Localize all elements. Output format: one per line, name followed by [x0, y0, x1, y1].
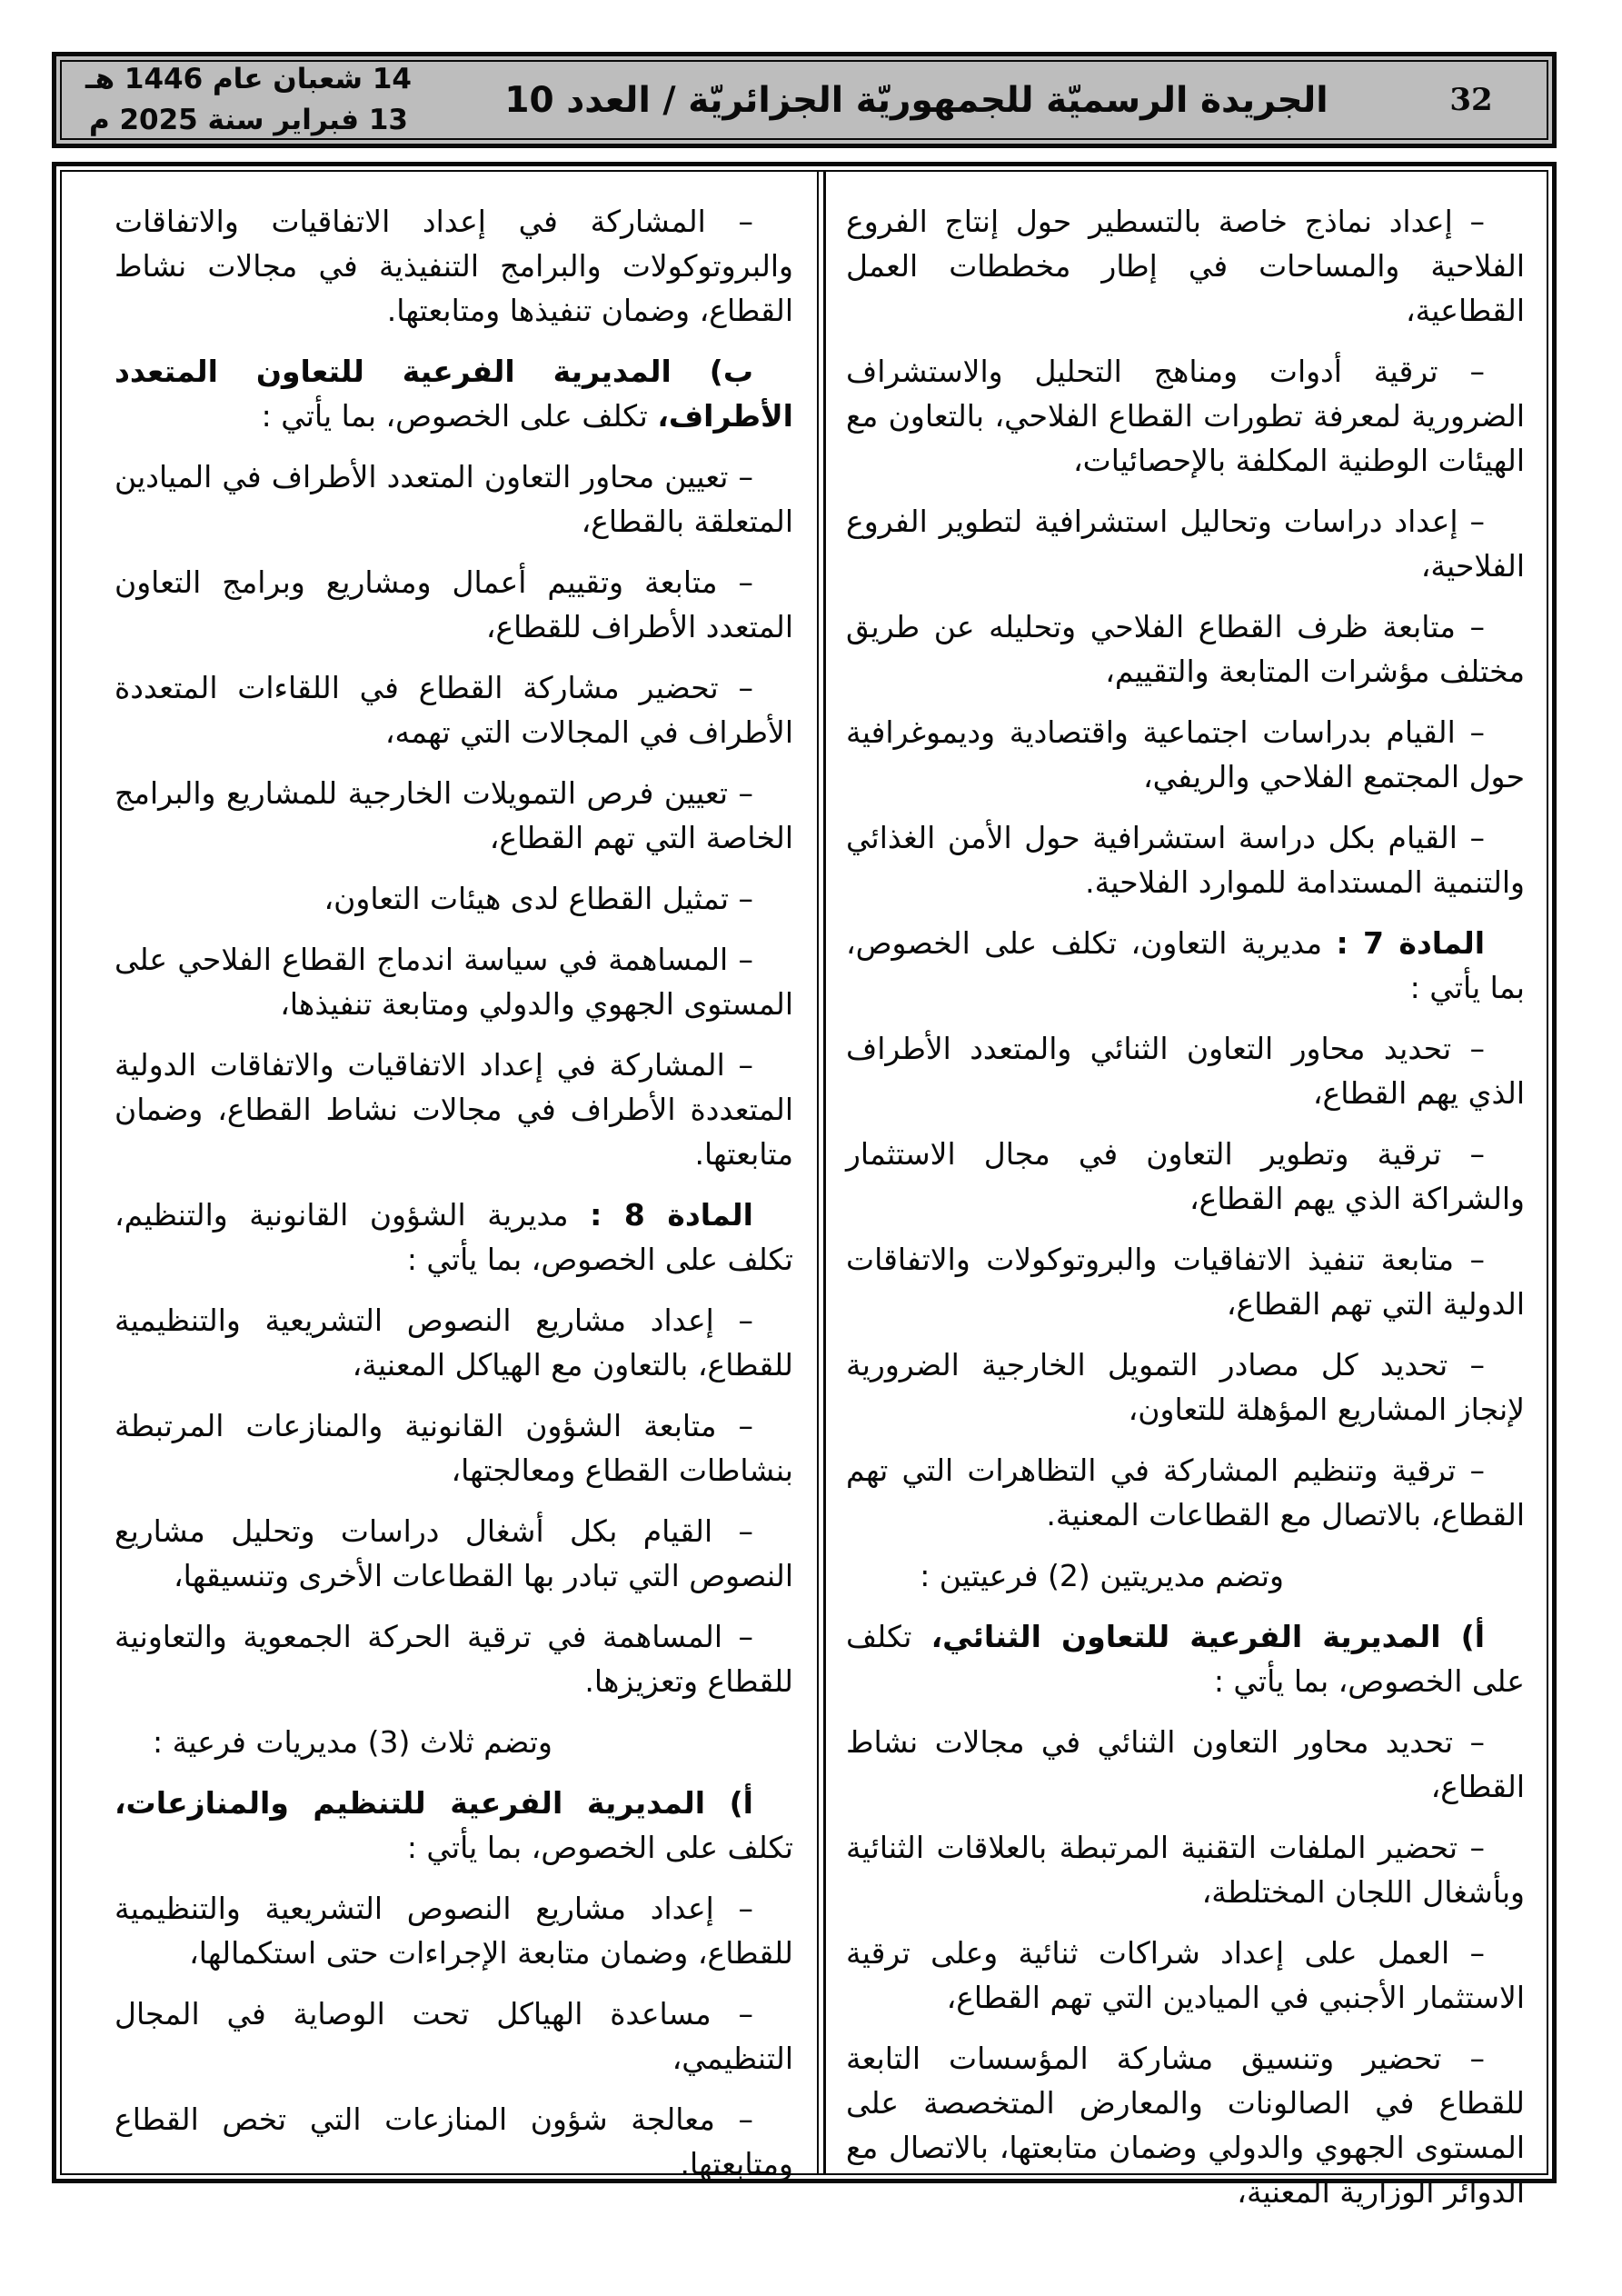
note-paragraph: وتضم ثلاث (3) مديريات فرعية : [153, 1724, 552, 1760]
bullet-paragraph: – المشاركة في إعداد الاتفاقيات والاتفاقات والبروتوكولات والبرامج التنفيذية في مجالات نشاط القطاع، وضمان تنفيذها ومتابعتها. [114, 204, 793, 328]
bullet-paragraph: – تحديد محاور التعاون الثنائي في مجالات نشاط القطاع، [846, 1724, 1525, 1804]
bullet-paragraph: – المساهمة في ترقية الحركة الجمعوية والتعاونية للقطاع وتعزيزها. [114, 1619, 793, 1699]
note-paragraph: وتضم مديريتين (2) فرعيتين : [920, 1558, 1284, 1593]
bullet-paragraph: – معالجة شؤون المنازعات التي تخص القطاع ومتابعتها. [114, 2101, 793, 2181]
bullet-paragraph: – تعيين محاور التعاون المتعدد الأطراف في الميادين المتعلقة بالقطاع، [114, 459, 793, 539]
bullet-paragraph: – ترقية وتنظيم المشاركة في التظاهرات التي تهم القطاع، بالاتصال مع القطاعات المعنية. [846, 1452, 1525, 1532]
date-hijri: 14 شعبان عام 1446 هـ [85, 63, 412, 95]
bullet-paragraph: – المشاركة في إعداد الاتفاقيات والاتفاقات الدولية المتعددة الأطراف في مجالات نشاط القطاع، وضمان متابعتها. [114, 1047, 793, 1172]
bullet-paragraph: – القيام بدراسات اجتماعية واقتصادية وديموغرافية حول المجتمع الفلاحي والريفي، [846, 714, 1525, 794]
issue-dates [80, 59, 412, 141]
bullet-paragraph: – تحديد محاور التعاون الثنائي والمتعدد الأطراف الذي يهم القطاع، [846, 1031, 1525, 1111]
bullet-paragraph: – تحضير الملفات التقنية المرتبطة بالعلاقات الثنائية وبأشغال اللجان المختلطة، [846, 1830, 1525, 1910]
section-heading: المادة 7 : مديرية التعاون، تكلف على الخصوص، بما يأتي : [846, 925, 1525, 1005]
bullet-paragraph: – متابعة الشؤون القانونية والمنازعات المرتبطة بنشاطات القطاع ومعالجتها، [114, 1408, 793, 1488]
bullet-paragraph: – القيام بكل دراسة استشرافية حول الأمن الغذائي والتنمية المستدامة للموارد الفلاحية. [846, 820, 1525, 900]
section-heading: أ) المديرية الفرعية للتعاون الثنائي، تكلف على الخصوص، بما يأتي : [846, 1619, 1525, 1699]
bullet-paragraph: – متابعة وتقييم أعمال ومشاريع وبرامج التعاون المتعدد الأطراف للقطاع، [114, 564, 793, 644]
date-gregorian: 13 فبراير سنة 2025 م [88, 104, 408, 136]
page-number: 32 [1449, 82, 1493, 118]
bullet-paragraph: – تحديد كل مصادر التمويل الخارجية الضرورية لإنجاز المشاريع المؤهلة للتعاون، [846, 1347, 1525, 1427]
bullet-paragraph: – القيام بكل أشغال دراسات وتحليل مشاريع النصوص التي تبادر بها القطاعات الأخرى وتنسيقها، [114, 1513, 793, 1593]
column-divider [817, 172, 826, 2173]
bullet-paragraph: – تعيين فرص التمويلات الخارجية للمشاريع والبرامج الخاصة التي تهم القطاع، [114, 775, 793, 855]
content-area [52, 162, 1557, 2210]
gazette-title: الجريدة الرسميّة للجمهوريّة الجزائريّة / العدد 10 [504, 79, 1328, 121]
bullet-paragraph: – ترقية أدوات ومناهج التحليل والاستشراف الضرورية لمعرفة تطورات القطاع الفلاحي، بالتعاون مع الهيئات الوطنية المكلفة بالإحصائيات، [846, 354, 1525, 478]
left-column [96, 172, 815, 2181]
bullet-paragraph: – متابعة ظرف القطاع الفلاحي وتحليله عن طريق مختلف مؤشرات المتابعة والتقييم، [846, 609, 1525, 689]
bullet-paragraph: – تحضير مشاركة القطاع في اللقاءات المتعددة الأطراف في المجالات التي تهمه، [114, 670, 793, 750]
bullet-paragraph: – إعداد دراسات وتحاليل استشرافية لتطوير الفروع الفلاحية، [846, 504, 1525, 584]
bullet-paragraph: – إعداد نماذج خاصة بالتسطير حول إنتاج الفروع الفلاحية والمساحات في إطار مخططات العمل القطاعية، [846, 204, 1525, 328]
section-heading: المادة 8 : مديرية الشؤون القانونية والتنظيم، تكلف على الخصوص، بما يأتي : [114, 1197, 793, 1277]
section-heading: ب) المديرية الفرعية للتعاون المتعدد الأطراف، تكلف على الخصوص، بما يأتي : [114, 354, 793, 434]
gazette-header [52, 52, 1557, 148]
bullet-paragraph: – ترقية وتطوير التعاون في مجال الاستثمار والشراكة الذي يهم القطاع، [846, 1136, 1525, 1216]
bullet-paragraph: – مساعدة الهياكل تحت الوصاية في المجال التنظيمي، [114, 1996, 793, 2076]
bullet-paragraph: – متابعة تنفيذ الاتفاقيات والبروتوكولات والاتفاقات الدولية التي تهم القطاع، [846, 1242, 1525, 1322]
bullet-paragraph: – تمثيل القطاع لدى هيئات التعاون، [323, 881, 753, 916]
bullet-paragraph: – المساهمة في سياسة اندماج القطاع الفلاحي على المستوى الجهوي والدولي ومتابعة تنفيذها، [114, 942, 793, 1022]
bullet-paragraph: – العمل على إعداد شراكات ثنائية وعلى ترقية الاستثمار الأجنبي في الميادين التي تهم القطاع، [846, 1935, 1525, 2015]
bullet-paragraph: – تحضير وتنسيق مشاركة المؤسسات التابعة للقطاع في الصالونات والمعارض المتخصصة على المستوى الجهوي والدولي وضمان متابعتها، بالاتصال مع الدوائر الوزارية المعنية، [846, 2041, 1525, 2210]
right-column [828, 172, 1547, 2210]
bullet-paragraph: – إعداد مشاريع النصوص التشريعية والتنظيمية للقطاع، بالتعاون مع الهياكل المعنية، [114, 1303, 793, 1383]
section-heading: أ) المديرية الفرعية للتنظيم والمنازعات، تكلف على الخصوص، بما يأتي : [114, 1785, 793, 1865]
bullet-paragraph: – إعداد مشاريع النصوص التشريعية والتنظيمية للقطاع، وضمان متابعة الإجراءات حتى استكمالها، [114, 1891, 793, 1971]
